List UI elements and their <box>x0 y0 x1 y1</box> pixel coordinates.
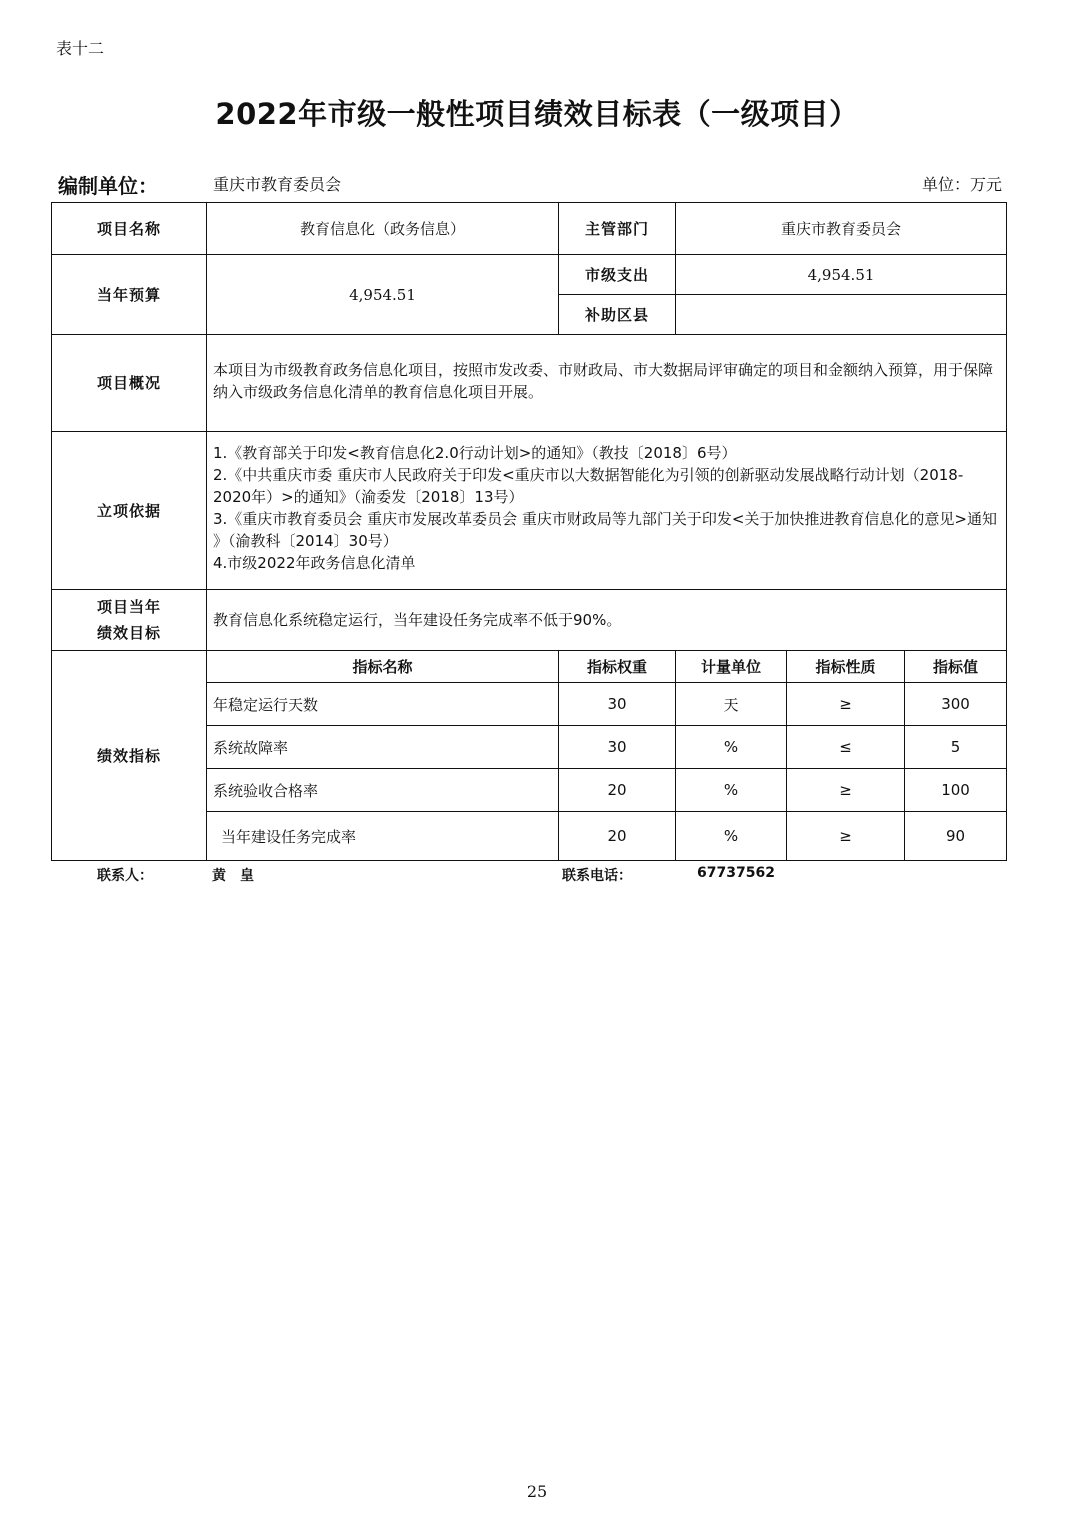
indicator-unit: % <box>676 812 787 861</box>
unit-label: 单位：万元 <box>921 175 1002 194</box>
overview-label: 项目概况 <box>52 335 207 432</box>
indicator-nature: ≤ <box>787 726 905 769</box>
header-indicator-weight: 指标权重 <box>559 651 676 683</box>
phone-label: 联系电话： <box>562 868 632 884</box>
page-number: 25 <box>526 1482 548 1501</box>
header-indicator-name: 指标名称 <box>207 651 559 683</box>
indicator-nature: ≥ <box>787 812 905 861</box>
indicator-header-row <box>52 651 1007 683</box>
goal-label-line1: 项目当年 <box>96 598 161 616</box>
district-subsidy-label: 补助区县 <box>559 295 676 335</box>
dept-value: 重庆市教育委员会 <box>676 203 1007 255</box>
budget-value: 4,954.51 <box>207 255 559 335</box>
indicator-nature: ≥ <box>787 683 905 726</box>
indicator-unit: 天 <box>676 683 787 726</box>
project-name-value: 教育信息化（政务信息） <box>207 203 559 255</box>
indicator-weight: 20 <box>559 769 676 812</box>
page-title: 2022年市级一般性项目绩效目标表（一级项目） <box>215 97 859 131</box>
indicator-name: 当年建设任务完成率 <box>207 812 559 861</box>
contact-label: 联系人： <box>97 868 153 884</box>
goal-label-line2: 绩效目标 <box>96 624 161 642</box>
indicator-weight: 30 <box>559 683 676 726</box>
indicator-weight: 30 <box>559 726 676 769</box>
goal-text: 教育信息化系统稳定运行，当年建设任务完成率不低于90%。 <box>207 590 1007 651</box>
row-overview <box>52 335 1007 432</box>
indicator-value: 5 <box>905 726 1007 769</box>
indicators-label: 绩效指标 <box>52 651 207 861</box>
performance-table <box>51 202 1007 861</box>
row-project-name <box>52 203 1007 255</box>
city-expense-label: 市级支出 <box>559 255 676 295</box>
org-value: 重庆市教育委员会 <box>213 175 342 194</box>
header-indicator-unit: 计量单位 <box>676 651 787 683</box>
indicator-value: 300 <box>905 683 1007 726</box>
table-tag: 表十二 <box>56 39 105 58</box>
indicator-name: 年稳定运行天数 <box>207 683 559 726</box>
basis-item: 4.市级2022年政务信息化清单 <box>213 554 416 572</box>
row-basis <box>52 432 1007 590</box>
basis-item: 1.《教育部关于印发<教育信息化2.0行动计划>的通知》（教技〔2018〕6号） <box>213 444 737 462</box>
basis-item: 2.《中共重庆市委 重庆市人民政府关于印发<重庆市以大数据智能化为引领的创新驱动发展战略行动计划（2018-2020年）>的通知》（渝委发〔2018〕13号） <box>213 466 964 506</box>
city-expense-value: 4,954.51 <box>676 255 1007 295</box>
basis-item: 3.《重庆市教育委员会 重庆市发展改革委员会 重庆市财政局等九部门关于印发<关于加快推进教育信息化的意见>通知 》（渝教科〔2014〕30号） <box>213 510 997 550</box>
indicator-name: 系统验收合格率 <box>207 769 559 812</box>
basis-label: 立项依据 <box>52 432 207 590</box>
budget-label: 当年预算 <box>52 255 207 335</box>
dept-label: 主管部门 <box>559 203 676 255</box>
org-label: 编制单位： <box>58 174 158 198</box>
header-indicator-value: 指标值 <box>905 651 1007 683</box>
goal-label <box>52 590 207 651</box>
indicator-value: 90 <box>905 812 1007 861</box>
basis-list <box>207 432 1007 590</box>
contact-value: 黄 皇 <box>212 868 254 884</box>
indicator-nature: ≥ <box>787 769 905 812</box>
row-goal <box>52 590 1007 651</box>
indicator-unit: % <box>676 769 787 812</box>
indicator-unit: % <box>676 726 787 769</box>
header-indicator-nature: 指标性质 <box>787 651 905 683</box>
indicator-name: 系统故障率 <box>207 726 559 769</box>
indicator-value: 100 <box>905 769 1007 812</box>
indicator-weight: 20 <box>559 812 676 861</box>
overview-text: 本项目为市级教育政务信息化项目，按照市发改委、市财政局、市大数据局评审确定的项目和金额纳入预算，用于保障纳入市级政务信息化清单的教育信息化项目开展。 <box>207 335 1007 432</box>
phone-value: 67737562 <box>697 865 775 881</box>
row-city-expense <box>52 255 1007 295</box>
district-subsidy-value <box>676 295 1007 335</box>
project-name-label: 项目名称 <box>52 203 207 255</box>
